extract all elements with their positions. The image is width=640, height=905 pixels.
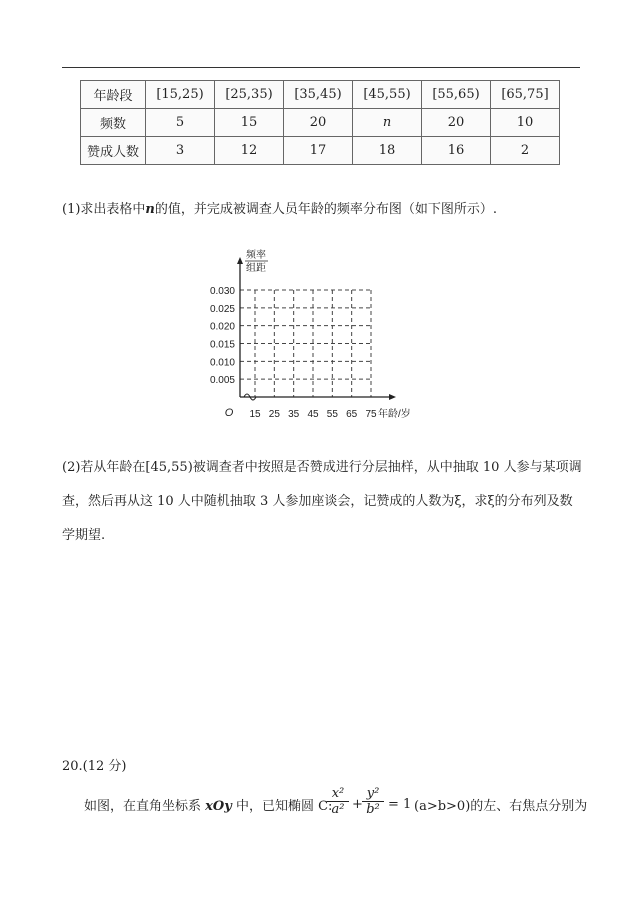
y-axis-arrow	[237, 257, 243, 264]
x-tick-label: 35	[288, 409, 300, 420]
x-axis-arrow	[389, 394, 396, 400]
x-tick-label: 55	[326, 409, 338, 420]
table-row	[81, 137, 560, 165]
table-row	[81, 81, 560, 109]
y-axis-label-bottom: 组距	[246, 263, 266, 274]
q20-mid-text: 中，已知椭圆 C:	[235, 799, 333, 814]
x-tick-label: 25	[268, 409, 280, 420]
fraction-y2-b2	[362, 786, 384, 817]
axis-break-mark	[244, 394, 256, 400]
x-tick-label: 45	[307, 409, 319, 420]
table-cell: 16	[422, 137, 491, 165]
question-2-line-1: (2)若从年龄在[45,55)被调查者中按照是否赞成进行分层抽样，从中抽取 10 人参与某项调	[62, 460, 582, 475]
x-tick-label: 75	[365, 409, 377, 420]
denominator: b²	[362, 801, 384, 817]
y-tick-label: 0.005	[209, 375, 235, 387]
fraction-x2-a2	[327, 786, 349, 817]
y-axis-label-top: 频率	[246, 250, 266, 261]
origin-label: O	[224, 407, 234, 419]
question-2-line-3: 学期望.	[62, 528, 106, 543]
q1-prefix: (1)求出表格中	[62, 202, 146, 217]
q20-intro-text: 如图，在直角坐标系	[84, 799, 202, 814]
row-header: 频数	[81, 109, 146, 137]
table-cell: [65,75]	[491, 81, 560, 109]
table-cell: [35,45)	[284, 81, 353, 109]
question-20-intro	[84, 797, 332, 817]
y-tick-label: 0.030	[209, 286, 235, 297]
table-cell: 2	[491, 137, 560, 165]
equals-one: = 1	[388, 797, 412, 812]
x-tick-label: 65	[346, 409, 358, 420]
q1-variable: n	[145, 202, 155, 217]
table-cell: 17	[284, 137, 353, 165]
table-cell: 20	[422, 109, 491, 137]
table-row	[81, 109, 560, 137]
question-2-line-2: 查，然后再从这 10 人中随机抽取 3 人参加座谈会，记赞成的人数为ξ，求ξ的分布列及数	[62, 494, 573, 509]
table-cell: [45,55)	[353, 81, 422, 109]
ellipse-condition: (a>b>0)的左、右焦点分别为	[414, 799, 588, 814]
top-rule	[62, 67, 580, 68]
numerator: x²	[331, 786, 345, 801]
question-1	[62, 200, 497, 220]
y-tick-label: 0.020	[209, 321, 235, 333]
q1-suffix: 的值，并完成被调查人员年龄的频率分布图（如下图所示）.	[154, 202, 498, 217]
table-cell: [55,65)	[422, 81, 491, 109]
table-cell: 18	[353, 137, 422, 165]
x-tick-label: 15	[249, 409, 261, 420]
table-cell: 12	[215, 137, 284, 165]
table-cell: 5	[146, 109, 215, 137]
table-cell: 10	[491, 109, 560, 137]
y-tick-label: 0.015	[209, 339, 235, 351]
frequency-table	[80, 80, 560, 165]
row-header: 年龄段	[81, 81, 146, 109]
table-cell: 3	[146, 137, 215, 165]
question-20-heading: 20.(12 分)	[62, 759, 127, 774]
table-cell: [25,35)	[215, 81, 284, 109]
plus-sign: +	[352, 797, 363, 812]
table-cell: n	[353, 109, 422, 137]
table-cell: 15	[215, 109, 284, 137]
y-tick-label: 0.010	[209, 357, 235, 369]
table-cell: [15,25)	[146, 81, 215, 109]
y-tick-label: 0.025	[209, 303, 235, 315]
q20-coord-system: xOy	[205, 799, 232, 814]
row-header: 赞成人数	[81, 137, 146, 165]
denominator: a²	[327, 801, 349, 817]
numerator: y²	[366, 786, 380, 801]
table-cell: 20	[284, 109, 353, 137]
x-axis-label: 年龄/岁	[378, 409, 411, 420]
